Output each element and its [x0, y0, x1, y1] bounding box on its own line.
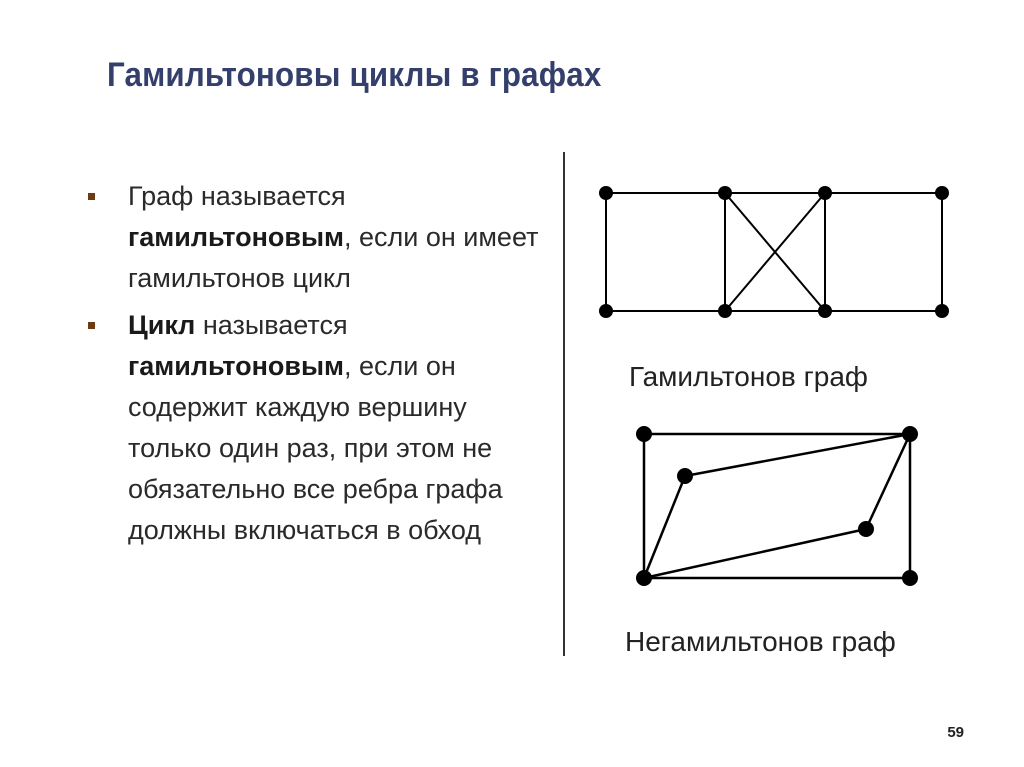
- graph-vertex-br: [902, 570, 918, 586]
- graph-vertex-bl: [636, 570, 652, 586]
- bullet-text-part: называется: [195, 310, 348, 340]
- bullet-text-part: Граф называется: [128, 181, 346, 211]
- graph-edge-ml-bl: [644, 476, 685, 578]
- graph-vertex-b4: [935, 304, 949, 318]
- non-hamiltonian-graph-caption: Негамильтонов граф: [625, 626, 896, 657]
- non-hamiltonian-graph: [636, 426, 918, 586]
- graph-vertex-a2: [718, 186, 732, 200]
- page-number: 59: [947, 724, 964, 741]
- slide-title: Гамильтоновы циклы в графах: [107, 56, 602, 94]
- bullet-text-bold: гамильтоновым: [128, 222, 344, 252]
- graph-vertex-a1: [599, 186, 613, 200]
- hamiltonian-graph-caption: Гамильтонов граф: [629, 361, 868, 392]
- graph-edge-ml-tr: [685, 434, 910, 476]
- graph-vertex-b2: [718, 304, 732, 318]
- graph-vertex-b3: [818, 304, 832, 318]
- bullet-text-bold: Цикл: [128, 310, 196, 340]
- graph-vertex-ml: [677, 468, 693, 484]
- graph-vertex-a3: [818, 186, 832, 200]
- bullet-text-bold: гамильтоновым: [128, 351, 344, 381]
- graph-vertex-mr: [858, 521, 874, 537]
- graph-vertex-tr: [902, 426, 918, 442]
- graph-edge-mr-bl: [644, 529, 866, 578]
- bullet-text-part: , если он содержит каждую вершину только один раз, при этом не обязательно все ребра графа должны включаться в обход: [128, 351, 503, 545]
- bullet-text-part: , если он имеет гамильтонов цикл: [128, 222, 539, 293]
- graph-vertex-b1: [599, 304, 613, 318]
- graph-edge-mr-tr: [866, 434, 910, 529]
- hamiltonian-graph: [599, 186, 949, 318]
- graph-vertex-tl: [636, 426, 652, 442]
- graph-vertex-a4: [935, 186, 949, 200]
